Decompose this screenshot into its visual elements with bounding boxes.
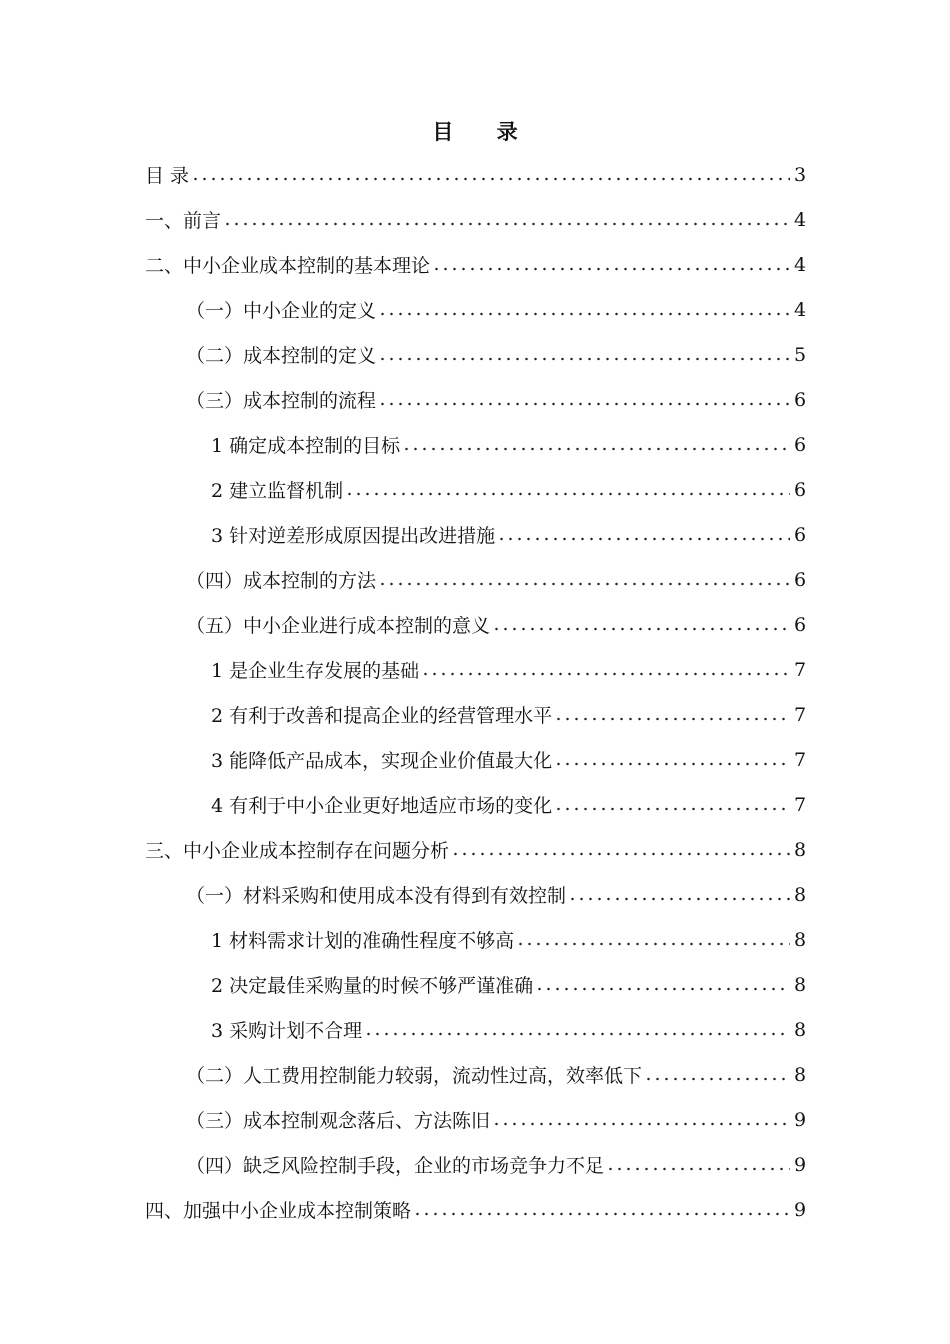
toc-entry-text: （一）材料采购和使用成本没有得到有效控制 bbox=[186, 885, 567, 907]
toc-entry[interactable] bbox=[186, 1142, 806, 1187]
toc-entry-text: （三）成本控制的流程 bbox=[186, 390, 377, 412]
toc-entry-text: 一、前言 bbox=[145, 210, 222, 232]
toc-page-number: 5 bbox=[794, 343, 807, 366]
toc-dot-leader bbox=[378, 399, 790, 409]
toc-entry-text: 1 是企业生存发展的基础 bbox=[211, 660, 420, 682]
toc-entry[interactable] bbox=[211, 512, 806, 557]
toc-entry-text: 目 录 bbox=[145, 165, 190, 187]
toc-dot-leader bbox=[492, 624, 790, 634]
toc-page-number: 9 bbox=[794, 1198, 807, 1221]
toc-dot-leader bbox=[606, 1164, 790, 1174]
toc-dot-leader bbox=[644, 1074, 790, 1084]
toc-entry-text: 3 采购计划不合理 bbox=[211, 1020, 363, 1042]
toc-entry[interactable] bbox=[145, 1187, 806, 1232]
toc-entry[interactable] bbox=[145, 152, 806, 197]
toc-dot-leader bbox=[364, 1029, 790, 1039]
toc-page-number: 6 bbox=[794, 433, 807, 456]
toc-entry[interactable] bbox=[186, 1052, 806, 1097]
toc-entry[interactable] bbox=[211, 1007, 806, 1052]
toc-page-number: 8 bbox=[794, 928, 807, 951]
toc-dot-leader bbox=[492, 1119, 790, 1129]
toc-dot-leader bbox=[378, 579, 790, 589]
toc-dot-leader bbox=[378, 309, 790, 319]
toc-entry-text: （二）成本控制的定义 bbox=[186, 345, 377, 367]
toc-entry[interactable] bbox=[186, 287, 806, 332]
toc-page-number: 6 bbox=[794, 388, 807, 411]
toc-entry-text: 3 能降低产品成本，实现企业价值最大化 bbox=[211, 750, 553, 772]
toc-entry-text: 1 确定成本控制的目标 bbox=[211, 435, 401, 457]
toc-entry[interactable] bbox=[211, 692, 806, 737]
toc-page-number: 8 bbox=[794, 838, 807, 861]
toc-page-number: 6 bbox=[794, 613, 807, 636]
toc-dot-leader bbox=[497, 534, 790, 544]
toc-page-number: 6 bbox=[794, 568, 807, 591]
toc-entry[interactable] bbox=[186, 332, 806, 377]
toc-entry[interactable] bbox=[186, 557, 806, 602]
toc-entry[interactable] bbox=[211, 647, 806, 692]
toc-entry[interactable] bbox=[211, 962, 806, 1007]
toc-entry[interactable] bbox=[186, 872, 806, 917]
toc-dot-leader bbox=[554, 714, 790, 724]
toc-entry[interactable] bbox=[145, 242, 806, 287]
toc-page-number: 8 bbox=[794, 973, 807, 996]
toc-entry[interactable] bbox=[145, 827, 806, 872]
toc-title: 目 录 bbox=[432, 119, 536, 144]
toc-entry[interactable] bbox=[211, 917, 806, 962]
toc-dot-leader bbox=[421, 669, 790, 679]
toc-page-number: 7 bbox=[794, 658, 807, 681]
toc-dot-leader bbox=[378, 354, 790, 364]
toc-entry[interactable] bbox=[186, 1097, 806, 1142]
toc-entry[interactable] bbox=[211, 422, 806, 467]
toc-entry-text: 2 有利于改善和提高企业的经营管理水平 bbox=[211, 705, 553, 727]
toc-page-number: 8 bbox=[794, 1018, 807, 1041]
toc-page-number: 4 bbox=[794, 208, 807, 231]
toc-entry-text: 1 材料需求计划的准确性程度不够高 bbox=[211, 930, 515, 952]
toc-entry-text: （三）成本控制观念落后、方法陈旧 bbox=[186, 1110, 491, 1132]
toc-entry-text: （二）人工费用控制能力较弱，流动性过高，效率低下 bbox=[186, 1065, 643, 1087]
toc-dot-leader bbox=[402, 444, 790, 454]
toc-dot-leader bbox=[413, 1209, 790, 1219]
toc-entry-text: （一）中小企业的定义 bbox=[186, 300, 377, 322]
toc-page-number: 9 bbox=[794, 1108, 807, 1131]
toc-dot-leader bbox=[223, 219, 790, 229]
toc-dot-leader bbox=[345, 489, 790, 499]
toc-entry-text: 2 建立监督机制 bbox=[211, 480, 344, 502]
toc-dot-leader bbox=[568, 894, 790, 904]
toc-entry-text: 3 针对逆差形成原因提出改进措施 bbox=[211, 525, 496, 547]
toc-page-number: 6 bbox=[794, 523, 807, 546]
toc-entry-text: （四）成本控制的方法 bbox=[186, 570, 377, 592]
toc-dot-leader bbox=[535, 984, 790, 994]
toc-entry[interactable] bbox=[211, 782, 806, 827]
toc-entry-text: 三、中小企业成本控制存在问题分析 bbox=[145, 840, 450, 862]
toc-page-number: 4 bbox=[794, 298, 807, 321]
toc-dot-leader bbox=[554, 804, 790, 814]
toc-page-number: 9 bbox=[794, 1153, 807, 1176]
toc-page-number: 8 bbox=[794, 1063, 807, 1086]
toc-entry-text: 4 有利于中小企业更好地适应市场的变化 bbox=[211, 795, 553, 817]
toc-page-number: 6 bbox=[794, 478, 807, 501]
toc-entry-text: 2 决定最佳采购量的时候不够严谨准确 bbox=[211, 975, 534, 997]
toc-entry[interactable] bbox=[211, 467, 806, 512]
toc-dot-leader bbox=[191, 174, 790, 184]
toc-dot-leader bbox=[516, 939, 790, 949]
toc-entry[interactable] bbox=[145, 197, 806, 242]
toc-entry[interactable] bbox=[186, 602, 806, 647]
toc-page-number: 3 bbox=[794, 163, 807, 186]
toc-page-number: 8 bbox=[794, 883, 807, 906]
toc-page-number: 4 bbox=[794, 253, 807, 276]
toc-page-number: 7 bbox=[794, 703, 807, 726]
toc-entry-text: 四、加强中小企业成本控制策略 bbox=[145, 1200, 412, 1222]
toc-entry-text: （四）缺乏风险控制手段，企业的市场竞争力不足 bbox=[186, 1155, 605, 1177]
toc-dot-leader bbox=[451, 849, 790, 859]
toc-page-number: 7 bbox=[794, 748, 807, 771]
toc-entry[interactable] bbox=[186, 377, 806, 422]
toc-entry[interactable] bbox=[211, 737, 806, 782]
toc-page-number: 7 bbox=[794, 793, 807, 816]
toc-dot-leader bbox=[432, 264, 790, 274]
toc-dot-leader bbox=[554, 759, 790, 769]
toc-entry-text: 二、中小企业成本控制的基本理论 bbox=[145, 255, 431, 277]
toc-entry-text: （五）中小企业进行成本控制的意义 bbox=[186, 615, 491, 637]
